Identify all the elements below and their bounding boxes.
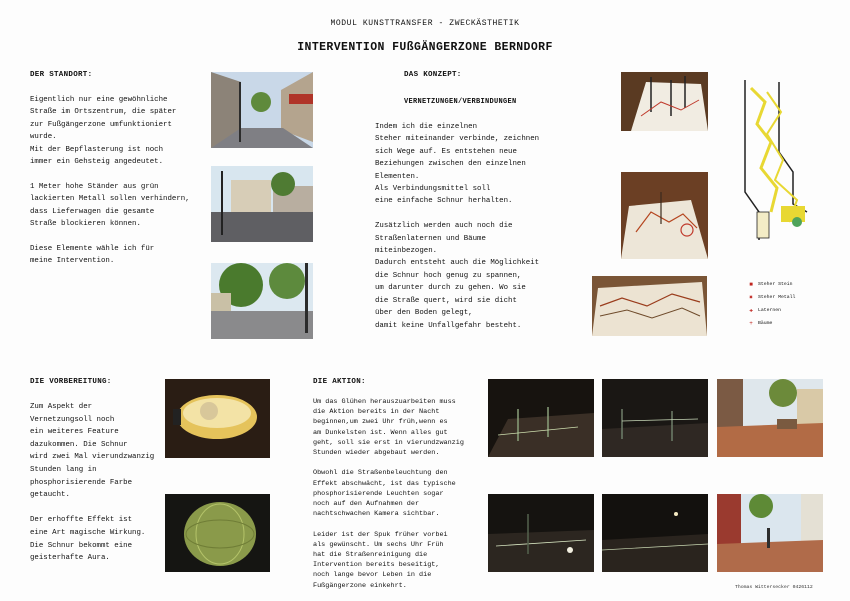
legend-item-laternen — [748, 307, 781, 314]
author-credit: Thomas Wittersecker 0426112 — [735, 585, 813, 590]
site-plan-diagram — [737, 72, 809, 244]
photo-day-1 — [717, 379, 823, 457]
photo-bowl — [165, 379, 270, 458]
photo-model-1 — [621, 72, 708, 131]
poster-subtitle: MODUL KUNSTTRANSFER - ZWECKÄSTHETIK — [330, 19, 520, 28]
photo-model-3 — [592, 276, 707, 336]
photo-day-2 — [717, 494, 823, 572]
konzept-body: Indem ich die einzelnen Steher miteinander verbinde, zeichnen sich Wege auf. Es entstehen neue Beziehungen zwischen den einzelnen Elementen. Als Verbindungsmittel soll eine einfache Schnur herhalten. Zusätzlich werden auch noch die Straßenlaternen und Bäume miteinbezogen. Dadurch entsteht auch die Möglichkeit die Schnur hoch genug zu spannen, um darunter durch zu gehen. Wo sie die Straße quert, wird sie dicht über den Boden gelegt, damit keine Unfallgefahr besteht. — [375, 123, 540, 330]
konzept-subheading: VERNETZUNGEN/VERBINDUNGEN — [404, 98, 517, 106]
photo-night-1 — [488, 379, 594, 457]
aktion-heading: DIE AKTION: — [313, 378, 366, 386]
plus-marker-icon: + — [749, 320, 753, 327]
konzept-heading: DAS KONZEPT: — [404, 71, 462, 79]
photo-street-1 — [211, 72, 313, 148]
legend-label: Laternen — [758, 308, 782, 313]
poster-title: INTERVENTION FUßGÄNGERZONE BERNDORF — [297, 41, 553, 54]
legend-label: Steher Stein — [758, 282, 793, 287]
legend-label: Steher Metall — [758, 295, 796, 300]
standort-heading: DER STANDORT: — [30, 71, 93, 79]
vorbereitung-heading: DIE VORBEREITUNG: — [30, 378, 112, 386]
photo-model-2 — [621, 172, 708, 259]
aktion-body: Um das Glühen herauszuarbeiten muss die Aktion bereits in der Nacht beginnen,um zwei Uhr früh,wenn es am Dunkelsten ist. Wenn alles gut geht, soll sie erst in vierundzwanzig Stunden wieder abgebaut werden. Obwohl die Straßenbeleuchtung den Effekt abschwächt, ist das typische phosphorisierende Leuchten sogar noch auf den Aufnahmen der nachtschwachen Kamera sichtbar. Leider ist der Spuk früher vorbei als gewünscht. Um sechs Uhr Früh hat die Straßenreinigung die Intervention bereits beseitigt, noch lange bevor Leben in die Fußgängerzone einkehrt. — [313, 398, 464, 590]
photo-yarn-ball — [165, 494, 270, 572]
photo-night-3 — [488, 494, 594, 572]
photo-night-2 — [602, 379, 708, 457]
legend-item-baeume — [748, 320, 772, 327]
cross-marker-icon: ✚ — [749, 307, 753, 314]
photo-street-3 — [211, 263, 313, 339]
standort-body: Eigentlich nur eine gewöhnliche Straße im Ortszentrum, die später zur Fußgängerzone umfunktioniert wurde. Mit der Bepflasterung ist noch immer ein Gehsteig angedeutet. 1 Meter hohe Ständer aus grün lackierten Metall sollen verhindern, dass Lieferwagen die gesamte Straße blockieren können. Diese Elemente wähle ich für meine Intervention. — [30, 96, 190, 266]
photo-night-4 — [602, 494, 708, 572]
vorbereitung-body: Zum Aspekt der Vernetzungsoll noch ein weiteres Feature dazukommen. Die Schnur wird zwei Mal vierundzwanzig Stunden lang in phosphorisierende Farbe getaucht. Der erhoffte Effekt ist eine Art magische Wirkung. Die Schnur bekommt eine geisterhafte Aura. — [30, 403, 155, 563]
legend-item-steher-stein — [748, 281, 793, 288]
legend-label: Bäume — [758, 321, 773, 326]
square-marker-icon: ■ — [749, 281, 753, 288]
legend-item-steher-metall — [748, 294, 795, 301]
photo-street-2 — [211, 166, 313, 242]
x-marker-icon: ✖ — [749, 294, 753, 301]
